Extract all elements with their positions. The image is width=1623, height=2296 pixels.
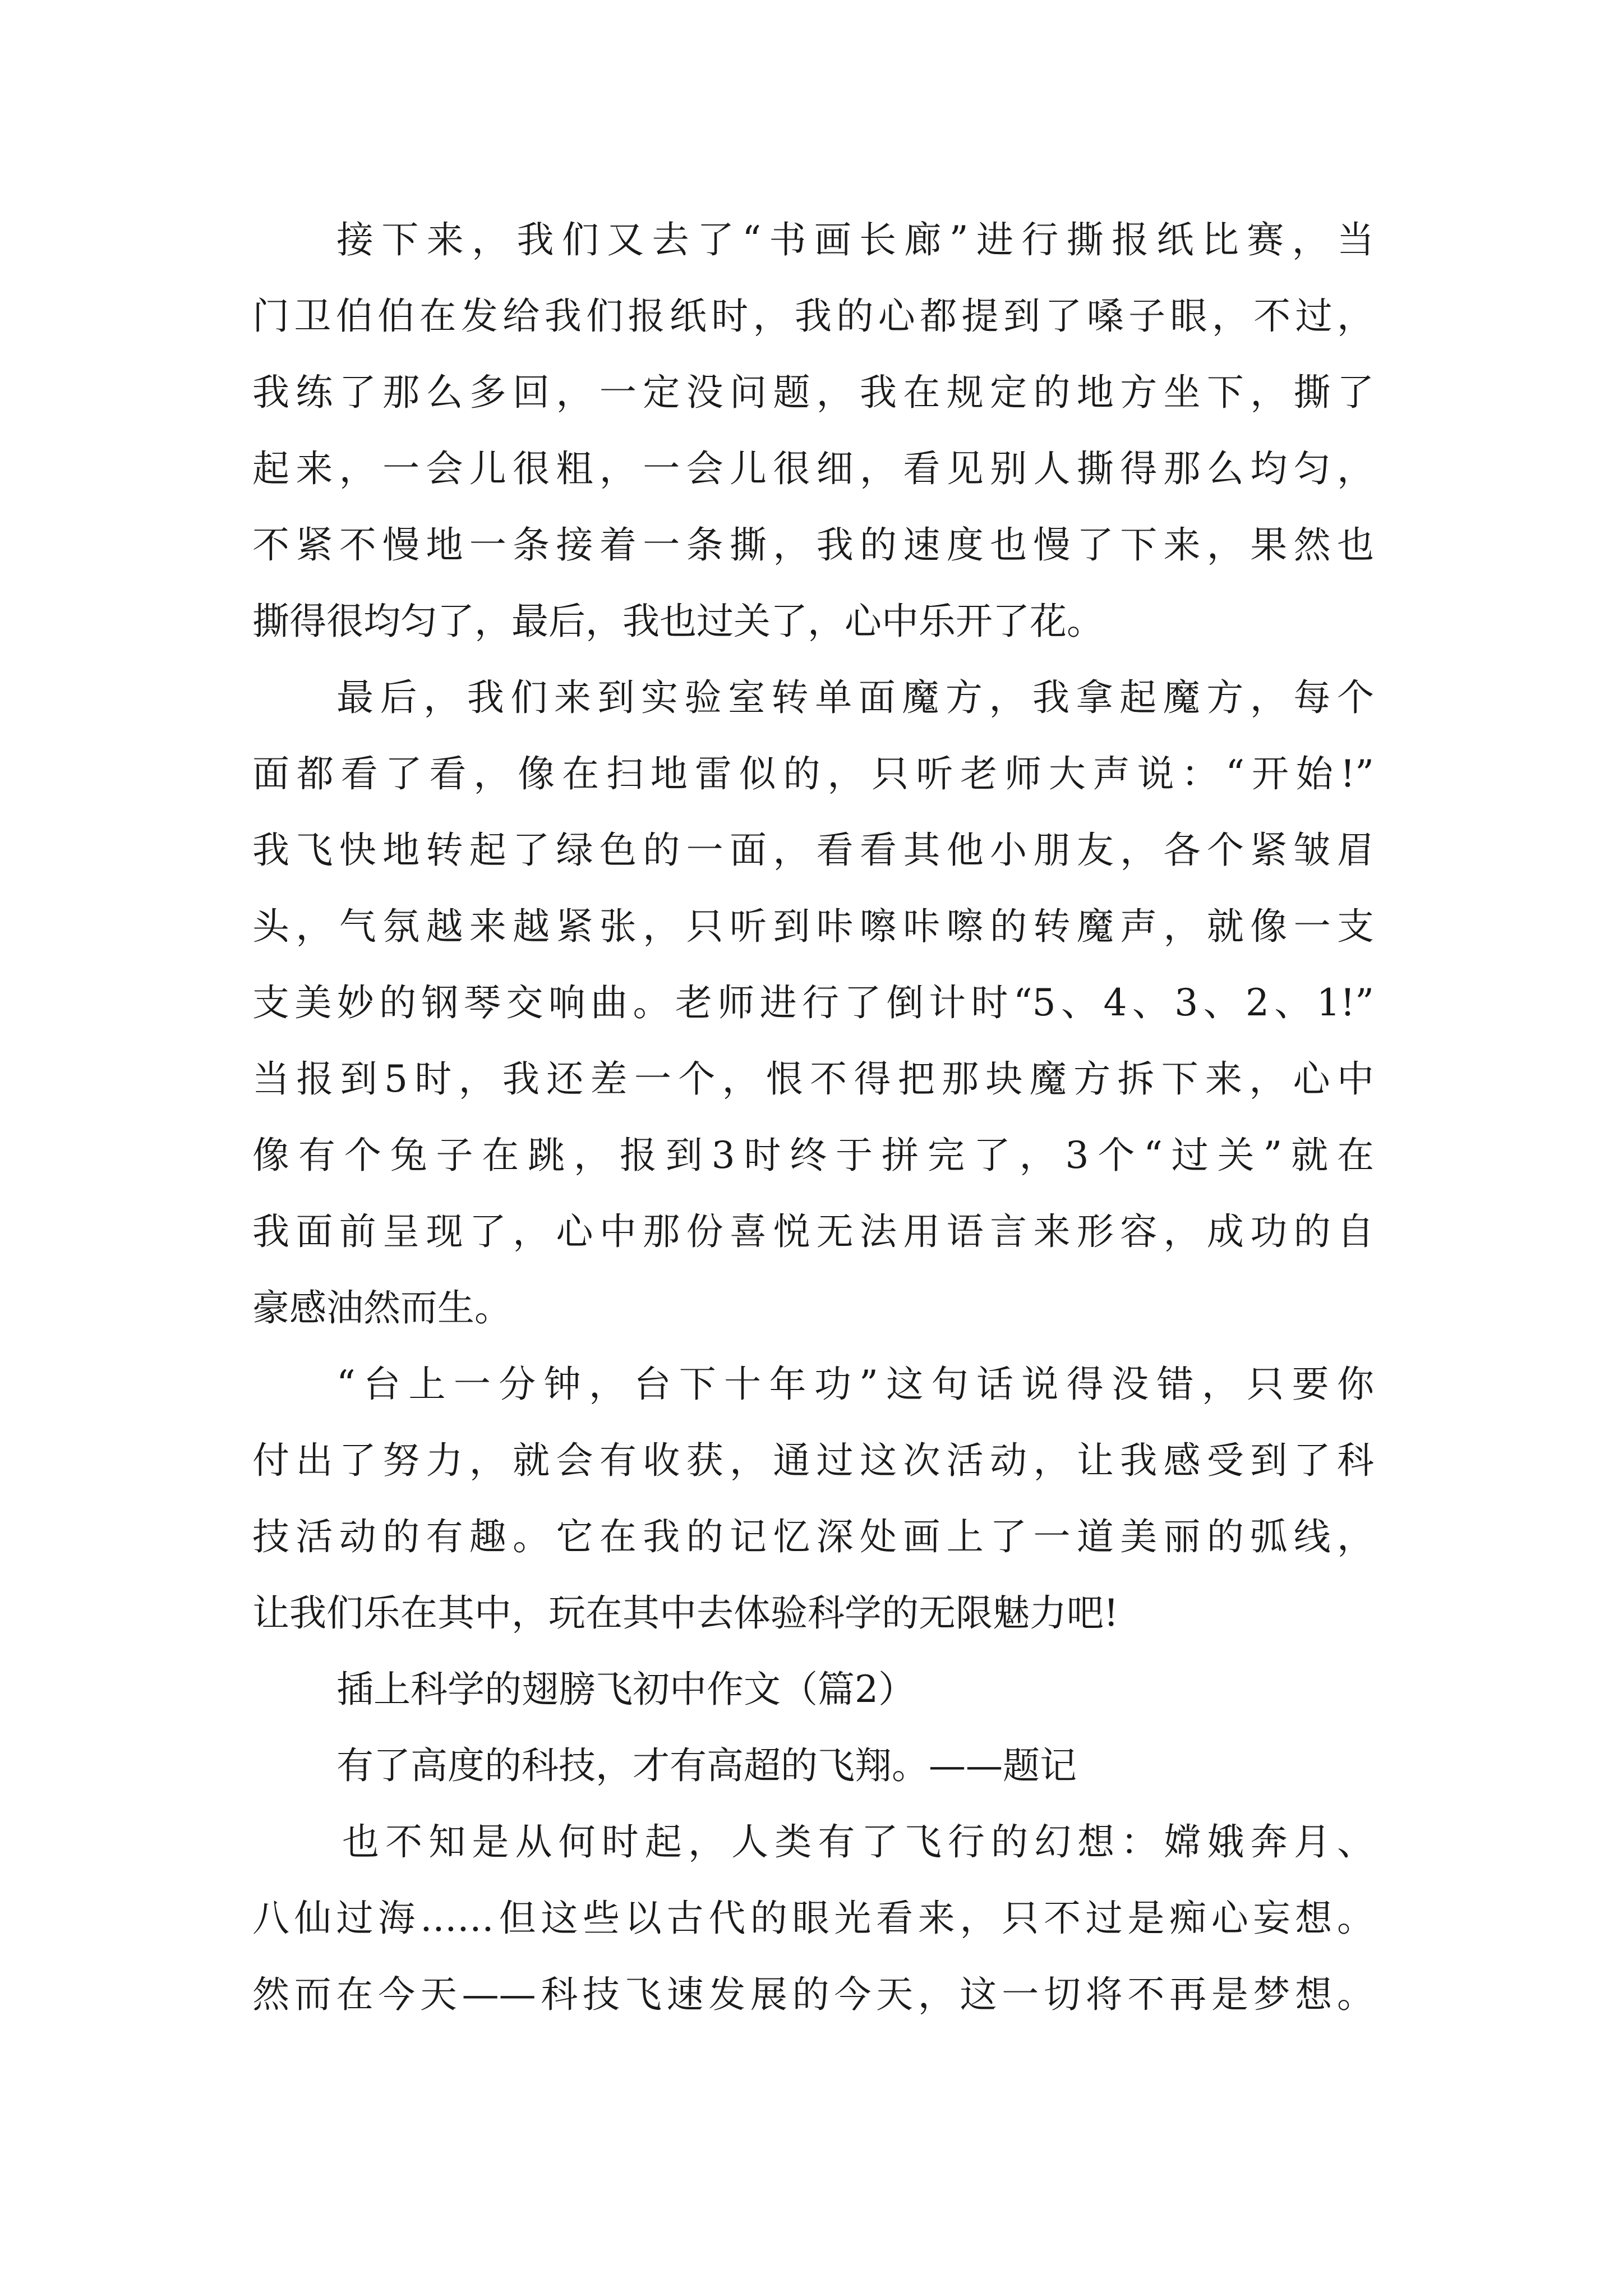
paragraph-4-line-3: 然而在今天——科技飞速发展的今天，这一切将不再是梦想。 [252, 1973, 1374, 2016]
paragraph-2-line-8: 我面前呈现了，心中那份喜悦无法用语言来形容，成功的自 [252, 1210, 1374, 1253]
epigraph: 有了高度的科技，才有高超的飞翔。——题记 [336, 1744, 1077, 1787]
paragraph-2-line-1: 最后，我们来到实验室转单面魔方，我拿起魔方，每个 [336, 676, 1374, 719]
document-body [252, 202, 1374, 2033]
paragraph-1-line-2: 门卫伯伯在发给我们报纸时，我的心都提到了嗓子眼，不过， [252, 295, 1374, 338]
paragraph-1-line-3: 我练了那么多回，一定没问题，我在规定的地方坐下，撕了 [252, 371, 1374, 414]
paragraph-3-line-1: “台上一分钟，台下十年功”这句话说得没错，只要你 [336, 1363, 1374, 1406]
paragraph-3-line-2: 付出了努力，就会有收获，通过这次活动，让我感受到了科 [252, 1439, 1374, 1482]
paragraph-2-line-9: 豪感油然而生。 [252, 1286, 511, 1329]
paragraph-2-line-3: 我飞快地转起了绿色的一面，看看其他小朋友，各个紧皱眉 [252, 829, 1374, 872]
paragraph-4-line-1: 也不知是从何时起，人类有了飞行的幻想：嫦娥奔月、 [342, 1820, 1374, 1864]
paragraph-4-line-2: 八仙过海……但这些以古代的眼光看来，只不过是痴心妄想。 [252, 1897, 1374, 1940]
paragraph-2-line-5: 支美妙的钢琴交响曲。老师进行了倒计时“5、4、3、2、1!” [252, 981, 1374, 1024]
paragraph-1-line-5: 不紧不慢地一条接着一条撕，我的速度也慢了下来，果然也 [252, 523, 1374, 567]
paragraph-2-line-6: 当报到5时，我还差一个，恨不得把那块魔方拆下来，心中 [252, 1057, 1374, 1101]
paragraph-1-line-1: 接下来，我们又去了“书画长廊”进行撕报纸比赛，当 [336, 218, 1374, 261]
paragraph-1-line-4: 起来，一会儿很粗，一会儿很细，看见别人撕得那么均匀， [252, 447, 1374, 490]
paragraph-2-line-2: 面都看了看，像在扫地雷似的，只听老师大声说：“开始!” [252, 752, 1374, 795]
section-title: 插上科学的翅膀飞初中作文（篇2） [336, 1668, 915, 1711]
paragraph-1-line-6: 撕得很均匀了，最后，我也过关了，心中乐开了花。 [252, 600, 1104, 643]
paragraph-3-line-4: 让我们乐在其中，玩在其中去体验科学的无限魅力吧! [252, 1591, 1119, 1635]
paragraph-3-line-3: 技活动的有趣。它在我的记忆深处画上了一道美丽的弧线， [252, 1515, 1374, 1558]
paragraph-2-line-4: 头，气氛越来越紧张，只听到咔嚓咔嚓的转魔声，就像一支 [252, 905, 1374, 948]
paragraph-2-line-7: 像有个兔子在跳，报到3时终于拼完了，3个“过关”就在 [252, 1134, 1374, 1177]
